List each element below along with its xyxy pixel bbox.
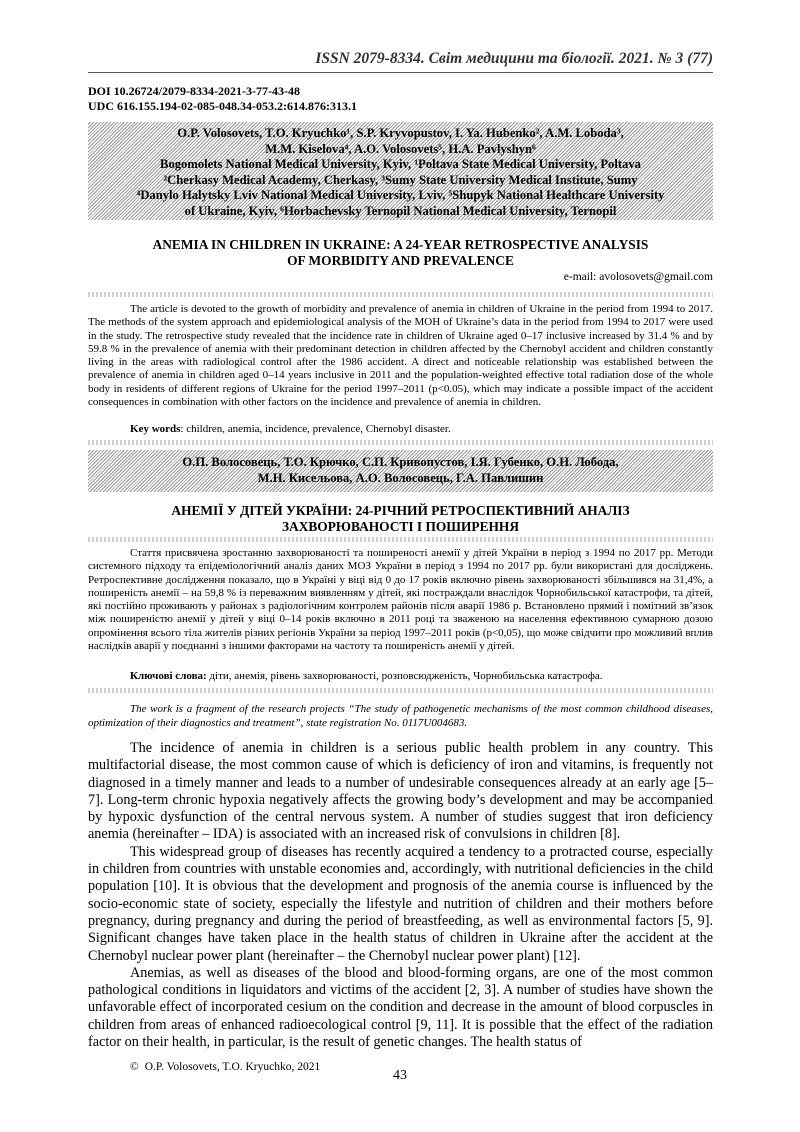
title-ua [88,503,713,535]
authors-ua [88,455,713,486]
author-line: М.Н. Кисельова, А.О. Волосовець, Г.А. Павлишин [257,470,544,485]
body-paragraph: This widespread group of diseases has recently acquired a tendency to a protracted course, especially in children from countries with unstable economies and, accordingly, with nutritional deficiencies in the child population [10]. It is obvious that the development and prognosis of the anemia course is influenced by the socio-economic state of society, especially the lifestyle and nutrition of children and their mothers before pregnancy, during pregnancy and during the period of breastfeeding, as well as environmental factors [5, 9]. Significant changes have taken place in the health status of children in Ukraine after the accident at the Chernobyl nuclear power plant (hereinafter – the Chernobyl nuclear power plant) [12]. [88,843,713,964]
author-line: ²Cherkasy Medical Academy, Cherkasy, ³Sumy State University Medical Institute, Sumy [163,172,638,187]
page-number: 43 [393,1068,407,1083]
title-ua-line: АНЕМІЇ У ДІТЕЙ УКРАЇНИ: 24-РІЧНИЙ РЕТРОСПЕКТИВНИЙ АНАЛІЗ [171,503,630,518]
author-line: M.M. Kiselova⁴, A.O. Volosovets⁵, H.A. Pavlyshyn⁶ [265,141,536,156]
udc: UDC 616.155.194-02-085-048.34-053.2:614.876:313.1 [88,99,357,113]
title-en [88,237,713,269]
author-line: of Ukraine, Kyiv, ⁶Horbachevsky Ternopil National Medical University, Ternopil [184,203,617,218]
separator [88,688,713,693]
keywords-ua-label: Ключові слова: [130,670,207,682]
author-line: О.П. Волосовець, Т.О. Крючко, С.П. Кривопустов, І.Я. Губенко, О.Н. Лобода, [182,455,619,469]
body-paragraph: Anemias, as well as diseases of the blood and blood-forming organs, are one of the most common pathological conditions in liquidators and victims of the accident [2, 3]. A number of studies have shown the unfavorable effect of incorporated cesium on the condition and decrease in the amount of blood corpuscles in children from areas of enhanced radioecological control [9, 11]. It is possible that the effect of the radiation factor on their health, in particular, is the result of genetic changes. The health status of [88,964,713,1051]
title-en-line: ANEMIA IN CHILDREN IN UKRAINE: A 24-YEAR RETROSPECTIVE ANALYSIS [152,237,649,252]
copyright-symbol: © [130,1061,139,1073]
separator [88,440,713,445]
separator [88,537,713,542]
doi: DOI 10.26724/2079-8334-2021-3-77-43-48 [88,84,300,98]
author-line: Bogomolets National Medical University, Kyiv, ¹Poltava State Medical University, Poltava [160,157,641,172]
authors-en [88,126,713,220]
separator [88,292,713,297]
header-rule [88,72,713,73]
keywords-en-text: : children, anemia, incidence, prevalence, Chernobyl disaster. [180,423,451,435]
journal-header: ISSN 2079-8334. Світ медицини та біології. 2021. № 3 (77) [315,50,713,67]
email: e-mail: avolosovets@gmail.com [563,271,713,283]
title-ua-line: ЗАХВОРЮВАНОСТІ І ПОШИРЕННЯ [281,519,520,534]
title-en-line: OF MORBIDITY AND PREVALENCE [287,253,514,268]
author-line: O.P. Volosovets, T.O. Kryuchko¹, S.P. Kryvopustov, I. Ya. Hubenko², A.M. Loboda³, [177,126,624,140]
keywords-ua-text: діти, анемія, рівень захворюваності, розповсюдженість, Чорнобильська катастрофа. [206,670,603,682]
keywords-en [130,423,451,435]
keywords-ua [130,670,603,682]
body-paragraph: The incidence of anemia in children is a serious public health problem in any country. This multifactorial disease, the most common cause of which is deficiency of iron and vitamins, is frequently not diagnosed in a timely manner and leads to a number of undesirable consequences already at an early age [5–7]. Long-term chronic hypoxia negatively affects the growing body’s development and may be accompanied by hypoxic dysfunction of the central nervous system. A number of studies suggest that iron deficiency anemia (hereinafter – IDA) is associated with an increased risk of convulsions in children [8]. [88,740,713,843]
article-body [88,740,713,1051]
funding-note: The work is a fragment of the research projects “The study of pathogenetic mechanisms of the most common childhood diseases, optimization of their diagnostics and treatment”, state registration No. 0117U004683. [88,703,713,729]
abstract-en: The article is devoted to the growth of morbidity and prevalence of anemia in children of Ukraine in the period from 1994 to 2017. The methods of the system approach and epidemiological analysis of the MOH of Ukraine’s data in the period from 1994 to 2017 were used in the study. The retrospective study revealed that the incidence rate in children of Ukraine aged 0–17 inclusive increased by 31.4 % and by 59.8 % in the prevalence of anemia with their predominant detection in children affected by the Chernobyl accident and children constantly living in the areas with radiological control after the 1986 accident. A direct and noticeable relationship was established between the prevalence of anemia in children aged 0–14 years inclusive in 2011 and the population-weighted effective total radiation dose of the whole body in residents of different regions of Ukraine for the period 1997–2011 (p<0.05), which may indicate a possible impact of the accident consequences in combination with other factors on the incidence and prevalence of anemia in children. [88,303,713,409]
copyright-text: O.P. Volosovets, T.O. Kryuchko, 2021 [144,1061,321,1073]
keywords-en-label: Key words [130,423,181,435]
abstract-ua: Стаття присвячена зростанню захворюваності та поширеності анемії у дітей України в період з 1994 по 2017 рр. Методи системного підходу та епідеміологічний аналіз даних МОЗ України в період з 1994 по 2017 рр. були використані для досліджень. Ретроспективне дослідження показало, що в Україні у віці від 0 до 17 років включно рівень захворюваності збільшився на 31,4%, а поширеність анемії – на 59,8 % із переважним виявленням у дітей, які постраждали внаслідок Чорнобильської катастрофи, та дітей, які постійно проживають у районах з радіологічним контролем районів після аварії 1986 р. Встановлено прямий і помітний зв’язок між поширеністю анемії у дітей у віці 0–14 років включно в 2011 році та зваженою на населення ефективною сумарною дозою опромінення всього тіла жителів різних регіонів України за період 1997–2011 років (p<0,05), що може свідчити про можливий вплив наслідків аварії у поєднанні з іншими факторами на частоту та поширеність анемії у дітей. [88,547,713,653]
author-line: ⁴Danylo Halytsky Lviv National Medical University, Lviv, ⁵Shupyk National Healthcare University [136,188,665,203]
